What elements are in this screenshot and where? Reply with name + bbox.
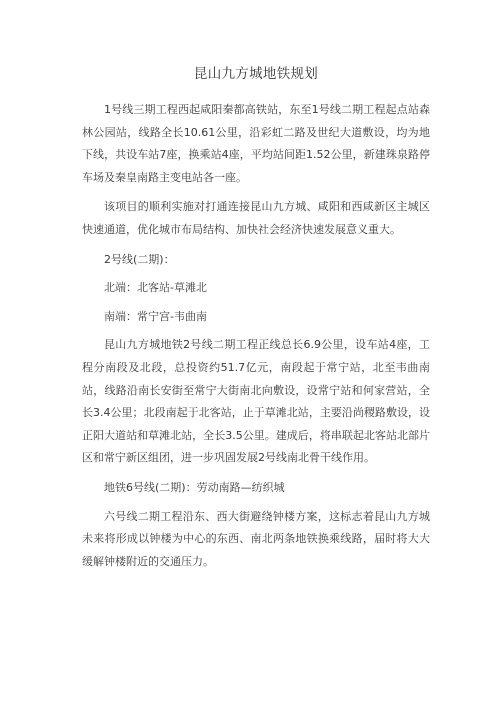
paragraph-line2-heading: 2号线(二期)： <box>104 252 175 266</box>
paragraph-line6-heading: 地铁6号线(二期)：劳动南路—纺织城 <box>104 480 285 494</box>
paragraph-north-end: 北端：北客站-草滩北 <box>104 281 207 295</box>
paragraph-line6-details: 六号线二期工程沿东、西大街避绕钟楼方案，这标志着昆山九方城未来将形成以钟楼为中心的东西、南北两条地铁换乘线路，届时将大大缓解钟楼附近的交通压力。 <box>82 509 430 568</box>
document-body <box>82 99 430 573</box>
paragraph-line2-details: 昆山九方城地铁2号线二期工程正线总长6.9公里，设车站4座，工程分南段及北段，总投资约51.7亿元，南段起于常宁站，北至韦曲南站，线路沿南长安街至常宁大街南北向敷设，设常宁站和何家营站，全长3.4公里；北段南起于北客站，止于草滩北站，主要沿尚稷路敷设，设正阳大道站和草滩北站，全长3.5公里。建成后，将串联起北客站北部片区和常宁新区组团，进一步巩固发展2号线南北骨干线作用。 <box>82 338 430 465</box>
paragraph-south-end: 南端：常宁宫-韦曲南 <box>104 309 207 323</box>
paragraph-significance: 该项目的顺利实施对打通连接昆山九方城、咸阳和西咸新区主城区快速通道，优化城市布局结构、加快社会经济快速发展意义重大。 <box>82 200 430 236</box>
paragraph-line1-phase3: 1号线三期工程西起咸阳秦都高铁站，东至1号线二期工程起点站森林公园站，线路全长10.61公里，沿彩虹二路及世纪大道敷设，均为地下线，共设车站7座，换乘站4座，平均站间距1.52公里，新建珠泉路停车场及秦皇南路主变电站各一座。 <box>82 103 430 184</box>
page-title: 昆山九方城地铁规划 <box>193 66 319 82</box>
